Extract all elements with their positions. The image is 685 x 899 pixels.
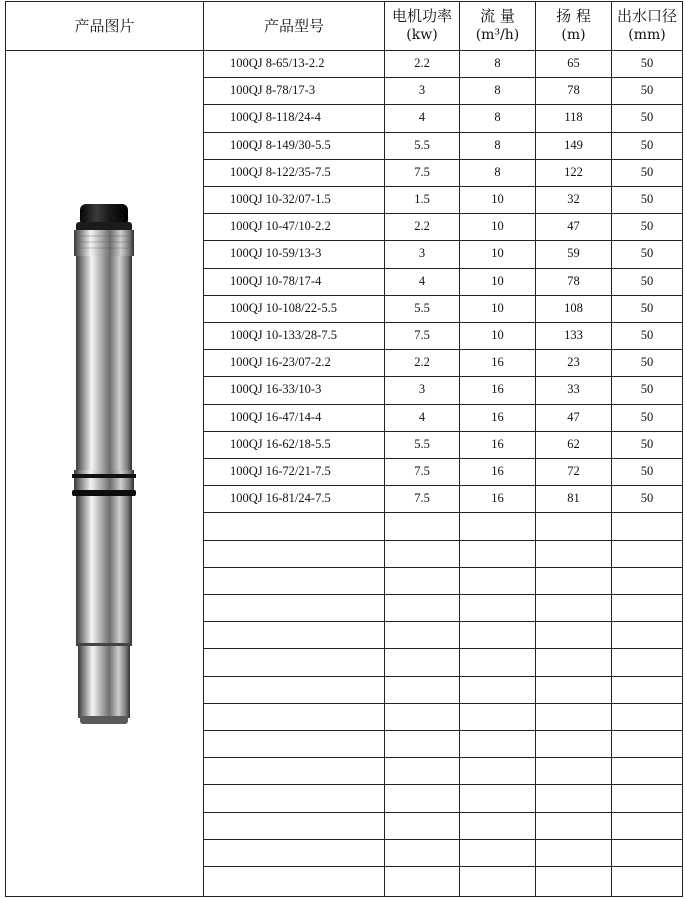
- cell-outlet: 50: [640, 382, 654, 397]
- cell-model: 100QJ 10-59/13-3: [230, 246, 322, 261]
- header-power: [385, 2, 459, 50]
- cell-head: 59: [567, 246, 580, 261]
- cell-head: 133: [564, 328, 583, 342]
- cell-power: 7.5: [414, 491, 430, 506]
- table-row: [6, 104, 682, 131]
- cell-flow: 8: [494, 164, 501, 179]
- cell-outlet: 50: [640, 328, 654, 342]
- cell-head: 78: [567, 273, 580, 288]
- header-head-label: 扬 程: [556, 7, 591, 25]
- cell-power: 7.5: [414, 464, 430, 478]
- cell-model: 100QJ 16-33/10-3: [230, 382, 322, 397]
- cell-model: 100QJ 10-108/22-5.5: [230, 300, 337, 315]
- cell-flow: 16: [491, 491, 504, 506]
- cell-head: 47: [567, 409, 580, 424]
- cell-outlet: 50: [640, 355, 654, 370]
- cell-power: 3: [418, 246, 426, 261]
- header-power-unit: (kw): [406, 27, 438, 43]
- cell-head: 78: [567, 83, 580, 98]
- cell-model: 100QJ 10-32/07-1.5: [230, 192, 331, 206]
- cell-outlet: 50: [640, 409, 654, 424]
- cell-flow: 16: [491, 464, 504, 478]
- header-model: [204, 2, 384, 50]
- header-model-label: 产品型号: [263, 16, 324, 35]
- cell-flow: 10: [491, 219, 504, 234]
- cell-outlet: 50: [640, 110, 654, 125]
- cell-head: 122: [564, 164, 583, 179]
- cell-outlet: 50: [640, 192, 654, 206]
- cell-head: 47: [567, 219, 580, 234]
- cell-flow: 16: [491, 436, 504, 451]
- cell-head: 72: [567, 464, 580, 478]
- cell-power: 4: [418, 273, 426, 288]
- cell-power: 7.5: [414, 328, 430, 342]
- spec-table: [5, 1, 683, 897]
- cell-flow: 10: [491, 273, 504, 288]
- table-row: [6, 757, 682, 784]
- cell-power: 5.5: [414, 436, 430, 451]
- cell-flow: 16: [491, 355, 504, 370]
- cell-flow: 10: [491, 300, 504, 315]
- cell-head: 23: [567, 355, 580, 370]
- cell-head: 65: [567, 56, 580, 70]
- cell-model: 100QJ 10-47/10-2.2: [230, 219, 331, 234]
- cell-model: 100QJ 8-122/35-7.5: [230, 164, 331, 179]
- table-row: [6, 784, 682, 811]
- cell-model: 100QJ 16-62/18-5.5: [230, 436, 331, 451]
- cell-outlet: 50: [640, 273, 654, 288]
- table-row: [6, 839, 682, 866]
- cell-model: 100QJ 16-23/07-2.2: [230, 355, 331, 370]
- cell-power: 4: [418, 110, 426, 125]
- cell-model: 100QJ 8-149/30-5.5: [230, 137, 331, 152]
- header-head-unit: (m): [561, 27, 586, 43]
- header-outlet-unit: (mm): [628, 27, 666, 43]
- table-row: [6, 50, 682, 77]
- cell-head: 149: [564, 137, 583, 152]
- cell-flow: 10: [491, 192, 504, 206]
- pump-photo: [66, 202, 142, 726]
- header-outlet: [612, 2, 682, 50]
- cell-flow: 16: [491, 409, 504, 424]
- cell-outlet: 50: [640, 300, 654, 315]
- cell-power: 2.2: [414, 355, 430, 370]
- cell-outlet: 50: [640, 83, 654, 98]
- header-outlet-label: 出水口径: [616, 7, 677, 25]
- cell-power: 3: [418, 83, 426, 98]
- cell-model: 100QJ 10-78/17-4: [230, 273, 322, 288]
- cell-model: 100QJ 16-47/14-4: [230, 409, 322, 424]
- cell-head: 33: [567, 382, 580, 397]
- cell-flow: 8: [494, 110, 501, 125]
- cell-model: 100QJ 8-78/17-3: [230, 83, 316, 98]
- cell-power: 2.2: [414, 56, 430, 70]
- header-flow-label: 流 量: [480, 7, 515, 25]
- cell-flow: 16: [491, 382, 504, 397]
- header-head: [536, 2, 611, 50]
- cell-head: 108: [564, 300, 583, 315]
- cell-outlet: 50: [640, 164, 654, 179]
- header-flow-unit: (m³/h): [475, 27, 520, 43]
- cell-flow: 10: [491, 328, 504, 342]
- cell-model: 100QJ 8-65/13-2.2: [230, 56, 325, 70]
- table-row: [6, 812, 682, 839]
- cell-outlet: 50: [640, 464, 654, 478]
- cell-flow: 8: [494, 137, 501, 152]
- cell-head: 81: [567, 491, 580, 506]
- cell-power: 1.5: [414, 192, 430, 206]
- cell-power: 5.5: [414, 300, 430, 315]
- table-row: [6, 730, 682, 757]
- cell-model: 100QJ 16-72/21-7.5: [230, 464, 331, 478]
- cell-outlet: 50: [640, 137, 654, 152]
- cell-model: 100QJ 16-81/24-7.5: [230, 491, 331, 506]
- cell-flow: 8: [494, 83, 501, 98]
- cell-outlet: 50: [640, 219, 654, 234]
- cell-flow: 10: [491, 246, 504, 261]
- cell-head: 118: [564, 110, 583, 125]
- cell-model: 100QJ 10-133/28-7.5: [230, 328, 337, 342]
- cell-power: 4: [418, 409, 426, 424]
- header-image: [6, 2, 203, 50]
- cell-power: 5.5: [414, 137, 430, 152]
- cell-power: 2.2: [414, 219, 430, 234]
- table-row: [6, 77, 682, 104]
- header-image-label: 产品图片: [74, 16, 135, 35]
- table-row: [6, 866, 682, 893]
- cell-model: 100QJ 8-118/24-4: [230, 110, 321, 125]
- cell-flow: 8: [494, 56, 501, 70]
- cell-outlet: 50: [640, 491, 654, 506]
- cell-power: 3: [418, 382, 426, 397]
- cell-outlet: 50: [640, 246, 654, 261]
- table-row: [6, 132, 682, 159]
- header-flow: [460, 2, 535, 50]
- header-power-label: 电机功率: [391, 7, 452, 25]
- cell-outlet: 50: [640, 436, 654, 451]
- cell-head: 62: [567, 436, 580, 451]
- cell-power: 7.5: [414, 164, 430, 179]
- cell-head: 32: [567, 192, 580, 206]
- table-row: [6, 159, 682, 186]
- cell-outlet: 50: [640, 56, 654, 70]
